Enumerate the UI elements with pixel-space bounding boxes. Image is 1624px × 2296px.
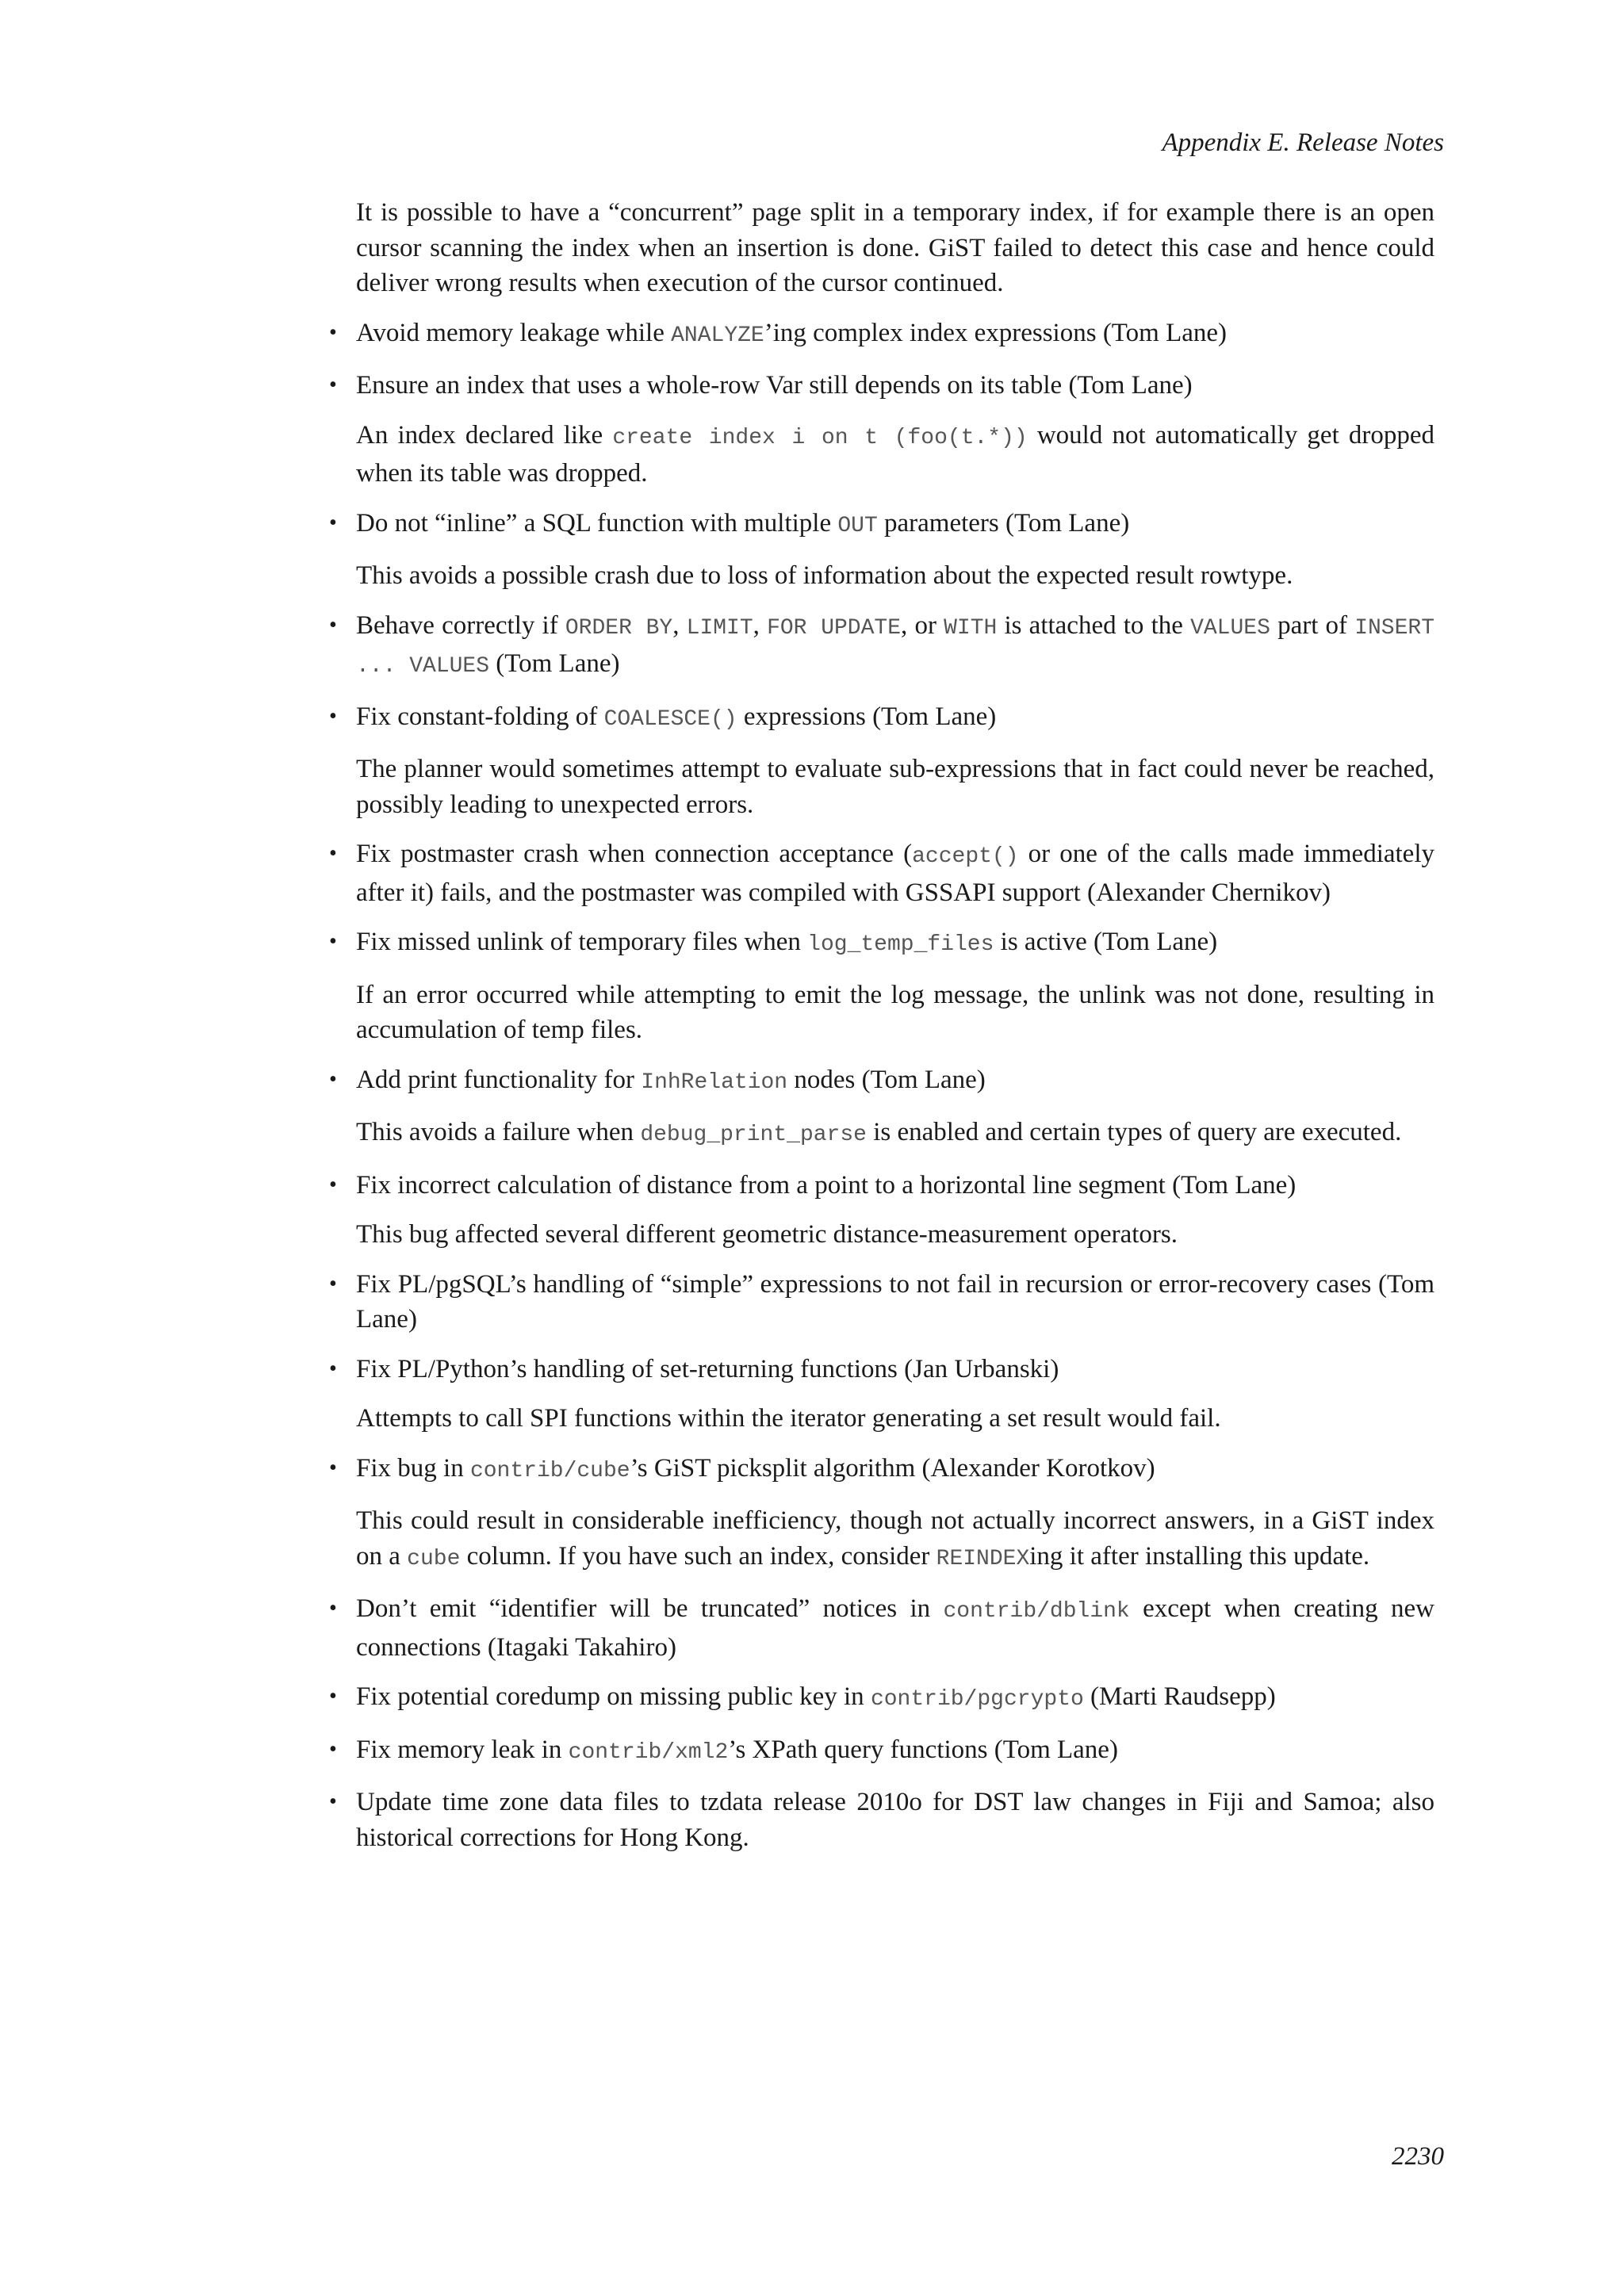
paragraph-geometric-operators: This bug affected several different geometric distance-measurement operators. <box>356 1220 1178 1249</box>
bullet: • <box>329 1066 337 1092</box>
list-item-analyze-leak <box>329 316 1434 354</box>
text: column. If you have such an index, consider <box>460 1541 936 1571</box>
bullet: • <box>329 1172 337 1197</box>
code-accept: accept() <box>912 844 1019 869</box>
paragraph-index-declared <box>356 418 1434 492</box>
bullet: • <box>329 841 337 866</box>
paragraph-gist-concurrent-split: It is possible to have a “concurrent” page split in a temporary index, if for example there is an open cursor scanning the index when an insertion is done. GiST failed to detect this case and hence could deliver wrong results when execution of the cursor continued. <box>356 198 1434 297</box>
code-contrib-xml2: contrib/xml2 <box>568 1739 729 1765</box>
text: ing it after installing this update. <box>1029 1541 1370 1571</box>
paragraph-debug-print-parse <box>356 1115 1434 1154</box>
text: Fix PL/Python’s handling of set-returning functions (Jan Urbanski) <box>356 1354 1059 1383</box>
bullet: • <box>329 1684 337 1709</box>
bullet: • <box>329 1596 337 1621</box>
code-order-by: ORDER BY <box>565 615 673 641</box>
running-header: Appendix E. Release Notes <box>1162 128 1444 157</box>
bullet: • <box>329 612 337 637</box>
text: , <box>672 610 687 640</box>
code-analyze: ANALYZE <box>671 323 764 348</box>
code-contrib-pgcrypto: contrib/pgcrypto <box>870 1687 1084 1712</box>
text: expressions (Tom Lane) <box>737 702 997 731</box>
list-item-unlink-temp-files <box>329 924 1434 963</box>
text: is enabled and certain types of query are executed. <box>866 1118 1402 1146</box>
release-notes-body <box>329 195 1435 1869</box>
code-out: OUT <box>837 513 878 538</box>
bullet: • <box>329 510 337 535</box>
text: or one of the calls made immediately after it) fails, and the postmaster was compiled with GSSAPI support (Alexander Chernikov) <box>356 840 1434 907</box>
text: Fix potential coredump on missing public key in <box>356 1682 871 1711</box>
bullet: • <box>329 320 337 345</box>
text: Ensure an index that uses a whole-row Var still depends on its table (Tom Lane) <box>356 371 1193 400</box>
text: Fix postmaster crash when connection acceptance ( <box>356 840 913 868</box>
list-item-pgcrypto <box>329 1679 1434 1718</box>
text: is active (Tom Lane) <box>994 928 1218 956</box>
paragraph-planner: The planner would sometimes attempt to evaluate sub-expressions that in fact could never be reached, possibly leading to unexpected errors. <box>356 755 1434 819</box>
list-item-plpgsql-simple <box>329 1267 1434 1337</box>
code-inhrelation: InhRelation <box>641 1070 788 1095</box>
text: This avoids a failure when <box>356 1118 641 1146</box>
list-item-distance-calc <box>329 1168 1434 1203</box>
paragraph-spi-functions: Attempts to call SPI functions within the iterator generating a set result would fail. <box>356 1404 1221 1433</box>
list-item-whole-row-var <box>329 368 1434 404</box>
code-create-index: create index i on t (foo(t.*)) <box>612 425 1028 450</box>
code-values: VALUES <box>1190 615 1270 641</box>
text: would not automatically get dropped when its table was dropped. <box>356 420 1434 488</box>
text: Fix PL/pgSQL’s handling of “simple” expressions to not fail in recursion or error-recovery cases (Tom Lane) <box>356 1269 1434 1334</box>
bullet: • <box>329 1356 337 1381</box>
code-coalesce: COALESCE() <box>603 706 737 732</box>
bullet: • <box>329 1736 337 1762</box>
text: An index declared like <box>356 420 613 450</box>
text: This could result in considerable inefficiency, though not actually incorrect answers, in a GiST index on a <box>356 1506 1434 1571</box>
text: Don’t emit “identifier will be truncated” notices in <box>356 1594 944 1623</box>
list-item-plpython <box>329 1352 1434 1387</box>
code-limit: LIMIT <box>686 615 753 641</box>
text: ’s XPath query functions (Tom Lane) <box>728 1735 1118 1764</box>
paragraph-unlink-error: If an error occurred while attempting to emit the log message, the unlink was not done, resulting in accumulation of temp files. <box>356 980 1434 1044</box>
text: (Marti Raudsepp) <box>1083 1682 1276 1711</box>
bullet: • <box>329 703 337 729</box>
text: except when creating new connections (Itagaki Takahiro) <box>356 1594 1434 1662</box>
code-contrib-dblink: contrib/dblink <box>943 1599 1130 1624</box>
text: Fix missed unlink of temporary files when <box>356 928 808 956</box>
bullet: • <box>329 1271 337 1296</box>
bullet: • <box>329 1455 337 1480</box>
text: part of <box>1270 610 1355 640</box>
code-with: WITH <box>944 615 998 641</box>
text: is attached to the <box>997 610 1191 640</box>
text: Fix incorrect calculation of distance from a point to a horizontal line segment (Tom Lane) <box>356 1170 1297 1200</box>
paragraph-rowtype-crash: This avoids a possible crash due to loss of information about the expected result rowtype. <box>356 561 1293 590</box>
text: ’s GiST picksplit algorithm (Alexander Korotkov) <box>630 1453 1155 1483</box>
list-item-coalesce <box>329 699 1434 738</box>
list-item-postmaster-crash <box>329 836 1434 910</box>
list-item-tzdata <box>329 1785 1434 1855</box>
text: Add print functionality for <box>356 1065 642 1094</box>
text: , <box>753 610 768 640</box>
code-log-temp-files: log_temp_files <box>807 932 994 957</box>
list-item-inline-sql-function <box>329 506 1434 545</box>
code-reindex: REINDEX <box>936 1546 1030 1571</box>
bullet: • <box>329 929 337 954</box>
code-insert-values: INSERT ... VALUES <box>356 615 1435 679</box>
text: Behave correctly if <box>356 610 565 640</box>
text: (Tom Lane) <box>489 649 620 678</box>
list-item-xml2-leak <box>329 1732 1434 1771</box>
text: , or <box>901 610 944 640</box>
code-for-update: FOR UPDATE <box>767 615 902 641</box>
text: parameters (Tom Lane) <box>877 508 1130 538</box>
text: Fix constant-folding of <box>356 702 604 731</box>
text: Avoid memory leakage while <box>356 318 672 347</box>
text: Do not “inline” a SQL function with multiple <box>356 508 838 538</box>
text: nodes (Tom Lane) <box>787 1065 986 1094</box>
list-item-insert-values <box>329 608 1435 685</box>
code-cube: cube <box>407 1546 461 1571</box>
text: Fix bug in <box>356 1453 470 1483</box>
text: Update time zone data files to tzdata release 2010o for DST law changes in Fiji and Samoa; also historical corrections for Hong Kong. <box>356 1788 1434 1852</box>
list-item-dblink-notices <box>329 1591 1434 1665</box>
text: ’ing complex index expressions (Tom Lane) <box>764 318 1228 347</box>
code-debug-print-parse: debug_print_parse <box>640 1123 867 1147</box>
code-contrib-cube: contrib/cube <box>469 1458 630 1483</box>
paragraph-cube-reindex <box>356 1503 1434 1577</box>
page-number: 2230 <box>1392 2142 1444 2171</box>
bullet: • <box>329 1789 337 1814</box>
text: Fix memory leak in <box>356 1735 569 1764</box>
list-item-inhrelation <box>329 1062 1434 1101</box>
bullet: • <box>329 373 337 397</box>
list-item-cube-picksplit <box>329 1451 1434 1490</box>
